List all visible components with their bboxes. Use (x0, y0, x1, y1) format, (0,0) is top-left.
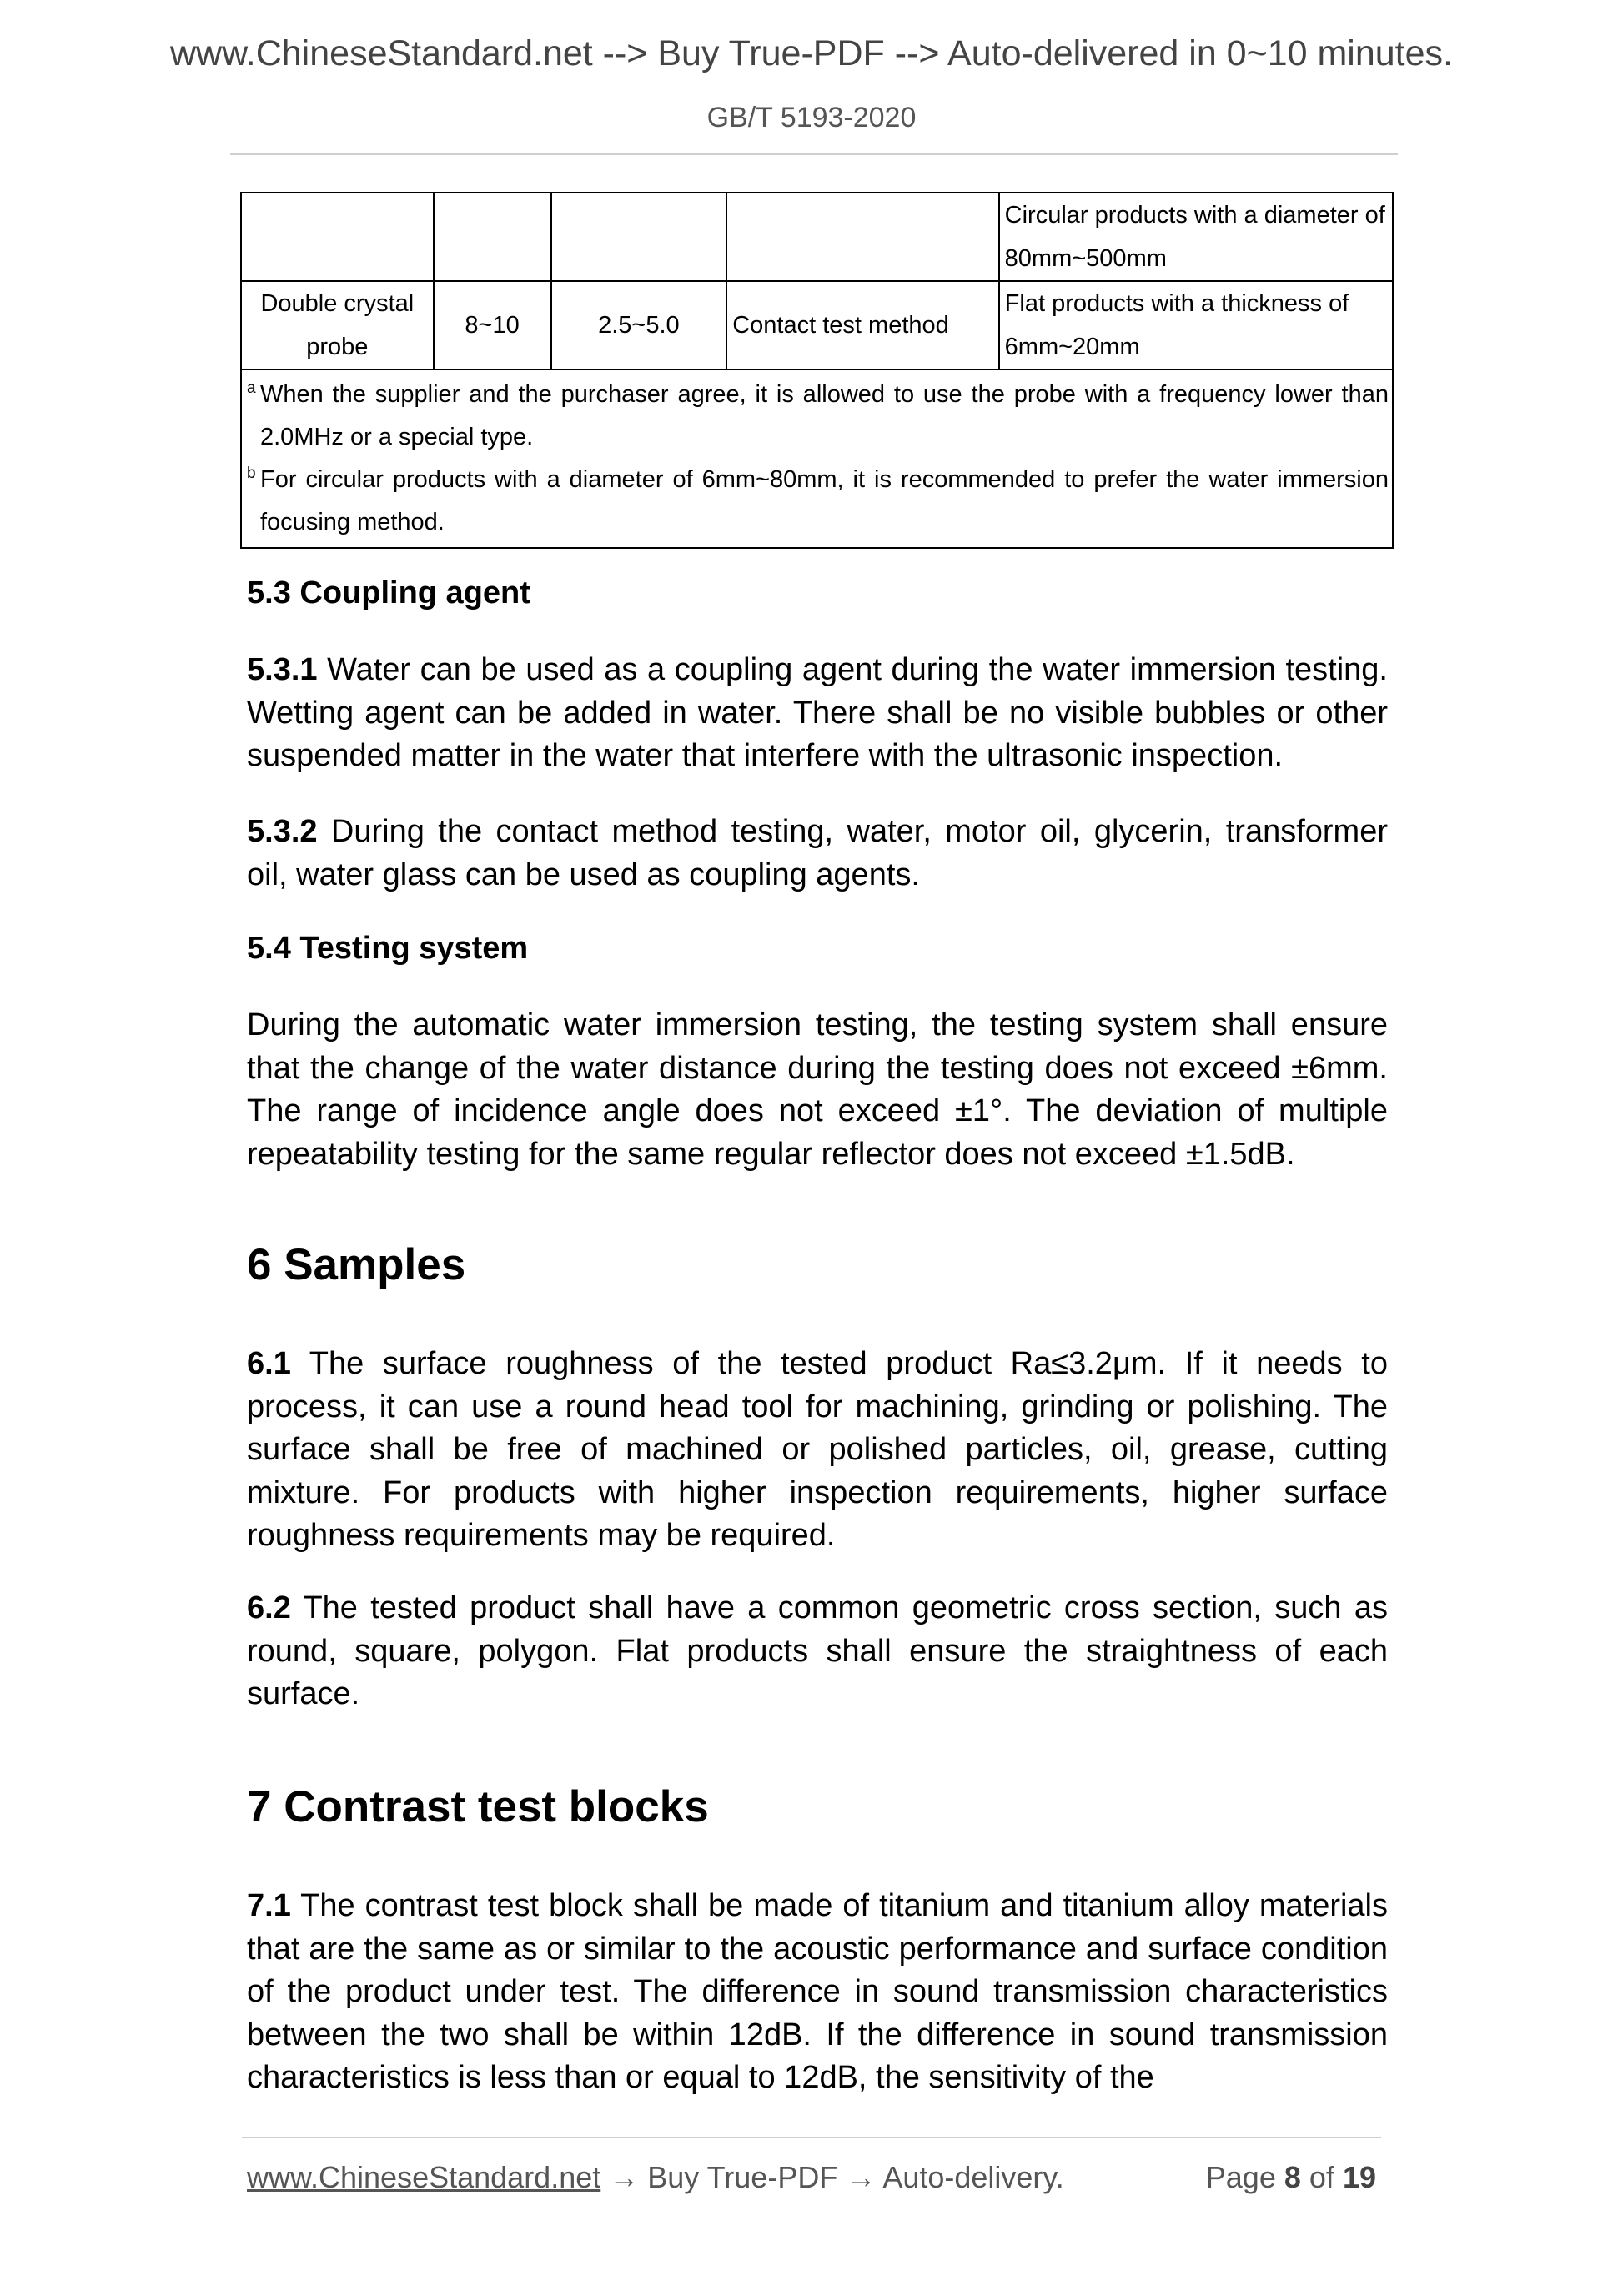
table-cell: 2.5~5.0 (551, 281, 727, 369)
table-cell (434, 193, 551, 281)
of-label: of (1309, 2160, 1334, 2194)
probe-table (240, 192, 1394, 549)
section-heading-6: 6 Samples (247, 1240, 466, 1289)
footer-tagline: → Buy True-PDF → Auto-delivery. (600, 2160, 1064, 2194)
clause-number: 7.1 (247, 1888, 291, 1923)
footer-divider (242, 2137, 1381, 2138)
page-indicator (1206, 2160, 1376, 2195)
paragraph-7-1 (247, 1885, 1388, 2100)
table-notes (241, 369, 1393, 548)
section-heading-5-4: 5.4 Testing system (247, 931, 529, 966)
note-text: When the supplier and the purchaser agree, it is allowed to use the probe with a frequency lower than 2.0MHz or a special type. (260, 381, 1389, 450)
clause-text: The surface roughness of the tested product Ra≤3.2μm. If it needs to process, it can use a round head tool for machining, grinding or polishing. The surface shall be free of machined or polished particles, oil, grease, cutting mixture. For products with higher inspection requirements, higher surface roughness requirements may be required. (247, 1346, 1388, 1553)
table-cell: 8~10 (434, 281, 551, 369)
clause-text: The contrast test block shall be made of titanium and titanium alloy materials that are the same as or similar to the acoustic performance and surface condition of the product under test. The difference in sound transmission characteristics between the two shall be within 12dB. If the difference in sound transmission characteristics is less than or equal to 12dB, the sensitivity of the (247, 1888, 1388, 2095)
clause-text: Water can be used as a coupling agent during the water immersion testing. Wetting agent can be added in water. There shall be no visible bubbles or other suspended matter in the water that interfere with the ultrasonic inspection. (247, 652, 1388, 773)
table-row (241, 193, 1393, 281)
page-label: Page (1205, 2160, 1276, 2194)
table-notes-row (241, 369, 1393, 548)
paragraph-5-4: During the automatic water immersion testing, the testing system shall ensure that the change of the water distance during the testing does not exceed ±6mm. The range of incidence angle does not exceed ±1°. The deviation of multiple repeatability testing for the same regular reflector does not exceed ±1.5dB. (247, 1007, 1388, 1172)
clause-number: 5.3.2 (247, 814, 318, 849)
section-heading-7: 7 Contrast test blocks (247, 1782, 709, 1831)
table-cell (241, 193, 434, 281)
site-banner: www.ChineseStandard.net --> Buy True-PDF --> Auto-delivered in 0~10 minutes. (169, 33, 1453, 73)
paragraph-5-3-1 (247, 649, 1388, 778)
section-heading-5-3: 5.3 Coupling agent (247, 575, 530, 610)
table-cell (726, 193, 998, 281)
clause-number: 6.2 (247, 1590, 291, 1625)
standard-code: GB/T 5193-2020 (706, 102, 917, 133)
note-mark: b (247, 465, 256, 482)
clause-number: 6.1 (247, 1346, 291, 1381)
clause-text: The tested product shall have a common geometric cross section, such as round, square, polygon. Flat products shall ensure the straightness of each surface. (247, 1590, 1388, 1711)
table-cell-probe-type: Double crystal probe (241, 281, 434, 369)
table-note (247, 459, 1389, 544)
clause-number: 5.3.1 (247, 652, 318, 687)
page-number: 8 (1284, 2160, 1301, 2194)
note-text: For circular products with a diameter of 6mm~80mm, it is recommended to prefer the water immersion focusing method. (260, 466, 1389, 535)
table-cell: Circular products with a diameter of 80mm~500mm (999, 193, 1393, 281)
header-divider (230, 153, 1398, 155)
page-total: 19 (1342, 2160, 1376, 2194)
clause-text: During the contact method testing, water, motor oil, glycerin, transformer oil, water glass can be used as coupling agents. (247, 814, 1388, 892)
paragraph-6-1 (247, 1343, 1388, 1558)
paragraph-5-3-2 (247, 811, 1388, 897)
table-cell: Flat products with a thickness of 6mm~20mm (999, 281, 1393, 369)
table-cell: Contact test method (726, 281, 998, 369)
footer-promo (247, 2160, 1064, 2195)
table-row (241, 281, 1393, 369)
note-mark: a (247, 379, 256, 397)
table-note (247, 374, 1389, 459)
footer-site-link[interactable]: www.ChineseStandard.net (247, 2160, 601, 2194)
paragraph-6-2 (247, 1587, 1388, 1716)
table-cell (551, 193, 727, 281)
